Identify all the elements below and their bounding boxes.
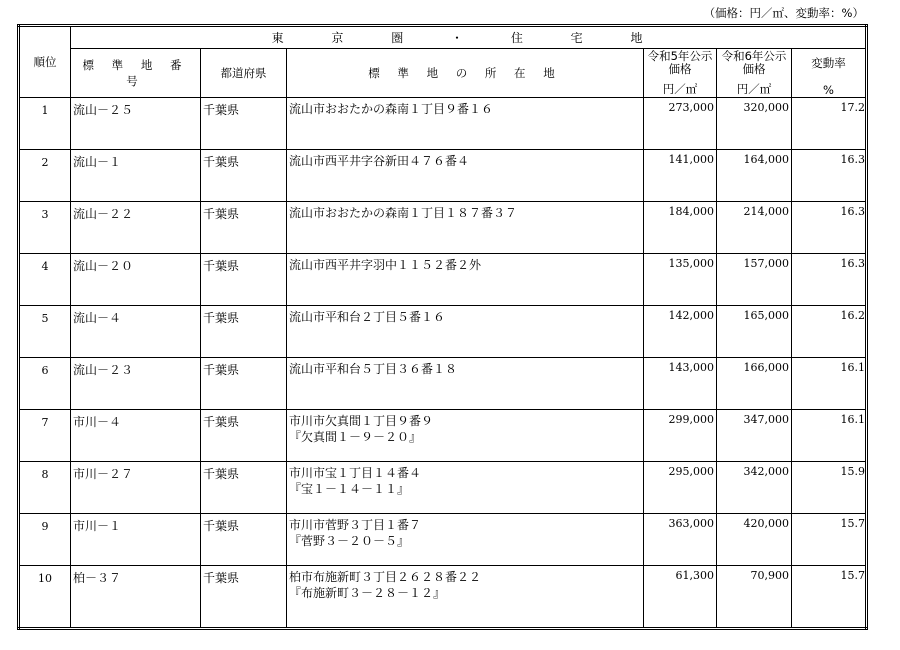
pref-header: 都道府県 (201, 49, 287, 98)
table-row (19, 566, 867, 629)
address-text: 流山市おおたかの森南１丁目１８７番３７ (289, 206, 518, 220)
price-r5-cell: 299,000 (644, 410, 717, 462)
rank-cell: 9 (19, 514, 71, 566)
change-rate-cell: 15.7 (792, 566, 867, 629)
table-row (19, 202, 867, 254)
price-r6-cell: 164,000 (717, 150, 792, 202)
prefecture-cell: 千葉県 (201, 98, 287, 150)
prefecture-cell: 千葉県 (201, 254, 287, 306)
rank-cell: 8 (19, 462, 71, 514)
price-r6-header: 令和6年公示価格 (717, 49, 792, 77)
change-rate-cell: 16.1 (792, 410, 867, 462)
residence-indication-text: 『布施新町３－２８－１２』 (289, 586, 446, 600)
site-code-cell: 流山－２５ (71, 98, 201, 150)
change-rate-cell: 16.3 (792, 202, 867, 254)
address-text: 市川市菅野３丁目１番７ (289, 518, 422, 532)
address-header: 標 準 地 の 所 在 地 (287, 49, 644, 98)
prefecture-cell: 千葉県 (201, 306, 287, 358)
prefecture-cell: 千葉県 (201, 150, 287, 202)
price-r5-unit: 円／㎡ (644, 76, 717, 98)
address-cell (287, 202, 644, 254)
table-row (19, 150, 867, 202)
region-title: 東 京 圏 ・ 住 宅 地 (71, 26, 867, 49)
site-code-cell: 流山－４ (71, 306, 201, 358)
rank-cell: 2 (19, 150, 71, 202)
address-text: 流山市平和台５丁目３６番１８ (289, 362, 458, 376)
price-r5-cell: 184,000 (644, 202, 717, 254)
site-code-cell: 流山－１ (71, 150, 201, 202)
price-r6-cell: 320,000 (717, 98, 792, 150)
price-r5-cell: 273,000 (644, 98, 717, 150)
price-r6-cell: 157,000 (717, 254, 792, 306)
address-text: 柏市布施新町３丁目２６２８番２２ (289, 570, 482, 584)
prefecture-cell: 千葉県 (201, 462, 287, 514)
address-text: 流山市おおたかの森南１丁目９番１６ (289, 102, 494, 116)
price-r6-cell: 420,000 (717, 514, 792, 566)
price-r5-cell: 363,000 (644, 514, 717, 566)
address-text: 流山市西平井字谷新田４７６番４ (289, 154, 470, 168)
table-body (19, 98, 867, 629)
address-cell (287, 462, 644, 514)
change-rate-cell: 16.2 (792, 306, 867, 358)
residence-indication-text: 『欠真間１－９－２０』 (289, 430, 422, 444)
price-r5-cell: 135,000 (644, 254, 717, 306)
prefecture-cell: 千葉県 (201, 202, 287, 254)
change-rate-cell: 15.7 (792, 514, 867, 566)
table-row (19, 358, 867, 410)
address-cell (287, 566, 644, 629)
prefecture-cell: 千葉県 (201, 358, 287, 410)
site-code-cell: 市川－１ (71, 514, 201, 566)
unit-note: （価格：円／㎡、変動率：%） (703, 6, 864, 20)
table-row (19, 410, 867, 462)
table-row (19, 462, 867, 514)
address-text: 市川市欠真間１丁目９番９ (289, 414, 434, 428)
code-header: 標 準 地 番 号 (71, 49, 201, 98)
change-rate-cell: 15.9 (792, 462, 867, 514)
rank-cell: 1 (19, 98, 71, 150)
address-text: 流山市平和台２丁目５番１６ (289, 310, 446, 324)
table-row (19, 514, 867, 566)
site-code-cell: 流山－２２ (71, 202, 201, 254)
address-cell (287, 410, 644, 462)
site-code-cell: 流山－２０ (71, 254, 201, 306)
price-r6-cell: 165,000 (717, 306, 792, 358)
address-cell (287, 358, 644, 410)
change-rate-cell: 16.3 (792, 254, 867, 306)
prefecture-cell: 千葉県 (201, 514, 287, 566)
price-r5-cell: 142,000 (644, 306, 717, 358)
prefecture-cell: 千葉県 (201, 410, 287, 462)
site-code-cell: 市川－２７ (71, 462, 201, 514)
rank-cell: 10 (19, 566, 71, 629)
rank-cell: 7 (19, 410, 71, 462)
price-r6-cell: 342,000 (717, 462, 792, 514)
table-row (19, 254, 867, 306)
price-r5-cell: 295,000 (644, 462, 717, 514)
table-row (19, 306, 867, 358)
table-row (19, 98, 867, 150)
rank-header: 順位 (19, 26, 71, 98)
price-r5-header: 令和5年公示価格 (644, 49, 717, 77)
price-r6-cell: 70,900 (717, 566, 792, 629)
rate-header: 変動率 (792, 49, 867, 77)
address-cell (287, 150, 644, 202)
address-text: 市川市宝１丁目１４番４ (289, 466, 422, 480)
change-rate-cell: 16.3 (792, 150, 867, 202)
price-r5-cell: 141,000 (644, 150, 717, 202)
change-rate-cell: 17.2 (792, 98, 867, 150)
price-r5-cell: 143,000 (644, 358, 717, 410)
address-text: 流山市西平井字羽中１１５２番２外 (289, 258, 482, 272)
price-r6-cell: 214,000 (717, 202, 792, 254)
site-code-cell: 流山－２３ (71, 358, 201, 410)
rank-cell: 3 (19, 202, 71, 254)
rank-cell: 5 (19, 306, 71, 358)
address-cell (287, 514, 644, 566)
site-code-cell: 市川－４ (71, 410, 201, 462)
price-r6-cell: 166,000 (717, 358, 792, 410)
rate-unit: % (792, 76, 867, 98)
price-r6-cell: 347,000 (717, 410, 792, 462)
rank-cell: 4 (19, 254, 71, 306)
land-price-table (17, 24, 868, 630)
change-rate-cell: 16.1 (792, 358, 867, 410)
price-r6-unit: 円／㎡ (717, 76, 792, 98)
price-r5-cell: 61,300 (644, 566, 717, 629)
site-code-cell: 柏－３７ (71, 566, 201, 629)
residence-indication-text: 『菅野３－２０－５』 (289, 534, 410, 548)
address-cell (287, 98, 644, 150)
residence-indication-text: 『宝１－１４－１１』 (289, 482, 410, 496)
prefecture-cell: 千葉県 (201, 566, 287, 629)
address-cell (287, 306, 644, 358)
rank-cell: 6 (19, 358, 71, 410)
address-cell (287, 254, 644, 306)
